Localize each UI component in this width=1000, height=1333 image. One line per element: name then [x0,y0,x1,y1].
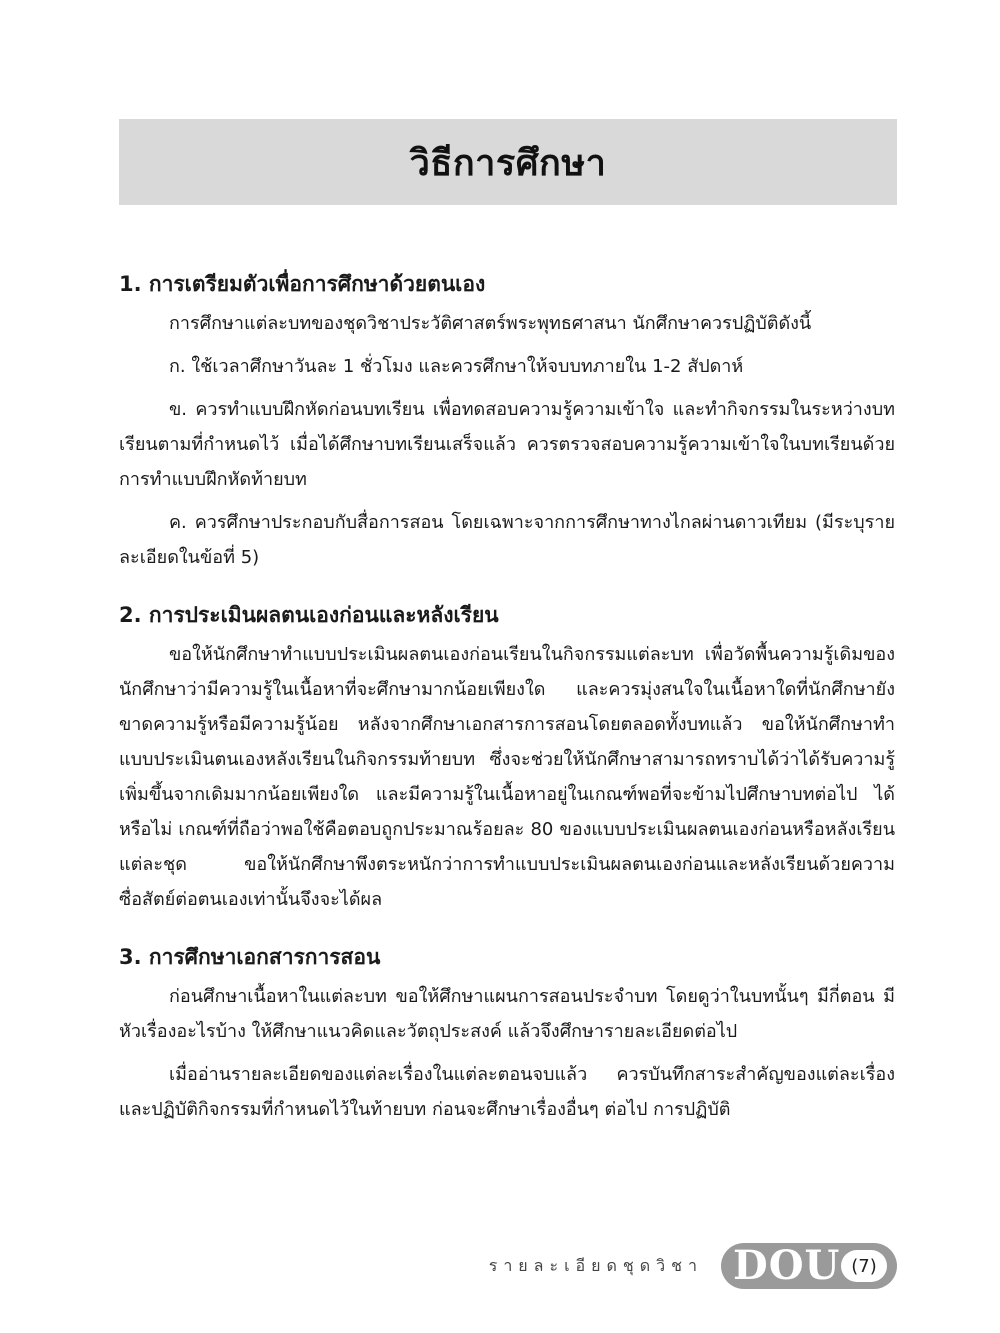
page-number: (7) [841,1250,887,1282]
section-heading-2: 2. การประเมินผลตนเองก่อนและหลังเรียน [119,603,499,627]
paragraph: เมื่ออ่านรายละเอียดของแต่ละเรื่องในแต่ละตอนจบแล้ว ควรบันทึกสาระสำคัญของแต่ละเรื่องและปฏิบัติกิจกรรมที่กำหนดไว้ในท้ายบท ก่อนจะศึกษาเรื่องอื่นๆ ต่อไป การปฏิบัติ [119,1064,895,1120]
paragraph: ค. ควรศึกษาประกอบกับสื่อการสอน โดยเฉพาะจากการศึกษาทางไกลผ่านดาวเทียม (มีระบุรายละเอียดในข้อที่ 5) [119,512,895,568]
section-heading-1: 1. การเตรียมตัวเพื่อการศึกษาด้วยตนเอง [119,272,486,296]
dou-badge [721,1243,897,1289]
paragraph: ก. ใช้เวลาศึกษาวันละ 1 ชั่วโมง และควรศึกษาให้จบบทภายใน 1-2 สัปดาห์ [169,356,744,377]
document-body [119,262,895,1139]
paragraph: ข. ควรทำแบบฝึกหัดก่อนบทเรียน เพื่อทดสอบความรู้ความเข้าใจ และทำกิจกรรมในระหว่างบทเรียนตามที่กำหนดไว้ เมื่อได้ศึกษาบทเรียนเสร็จแล้ว ควรตรวจสอบความรู้ความเข้าใจในบทเรียนด้วยการทำแบบฝึกหัดท้ายบท [119,399,895,490]
title-band [119,119,897,205]
section-heading-3: 3. การศึกษาเอกสารการสอน [119,945,381,969]
paragraph: การศึกษาแต่ละบทของชุดวิชาประวัติศาสตร์พระพุทธศาสนา นักศึกษาควรปฏิบัติดังนี้ [169,313,812,334]
paragraph: ขอให้นักศึกษาทำแบบประเมินผลตนเองก่อนเรียนในกิจกรรมแต่ละบท เพื่อวัดพื้นความรู้เดิมของนักศึกษาว่ามีความรู้ในเนื้อหาที่จะศึกษามากน้อยเพียงใด และควรมุ่งสนใจในเนื้อหาใดที่นักศึกษายังขาดความรู้หรือมีความรู้น้อย หลังจากศึกษาเอกสารการสอนโดยตลอดทั้งบทแล้ว ขอให้นักศึกษาทำแบบประเมินตนเองหลังเรียนในกิจกรรมท้ายบท ซึ่งจะช่วยให้นักศึกษาสามารถทราบได้ว่าได้รับความรู้เพิ่มขึ้นจากเดิมมากน้อยเพียงใด และมีความรู้ในเนื้อหาอยู่ในเกณฑ์พอที่จะข้ามไปศึกษาบทต่อไป ได้หรือไม่ เกณฑ์ที่ถือว่าพอใช้คือตอบถูกประมาณร้อยละ 80 ของแบบประเมินผลตนเองก่อนหรือหลังเรียนแต่ละชุด ขอให้นักศึกษาพึงตระหนักว่าการทำแบบประเมินผลตนเองก่อนและหลังเรียนด้วยความซื่อสัตย์ต่อตนเองเท่านั้นจึงจะได้ผล [119,644,895,910]
paragraph: ก่อนศึกษาเนื้อหาในแต่ละบท ขอให้ศึกษาแผนการสอนประจำบท โดยดูว่าในบทนั้นๆ มีกี่ตอน มีหัวเรื่องอะไรบ้าง ให้ศึกษาแนวคิดและวัตถุประสงค์ แล้วจึงศึกษารายละเอียดต่อไป [119,986,895,1042]
dou-logo: DOU [733,1242,841,1289]
footer-caption: รายละเอียดชุดวิชา [488,1255,703,1275]
page-title: วิธีการศึกษา [409,142,607,184]
page-footer [489,1243,897,1289]
